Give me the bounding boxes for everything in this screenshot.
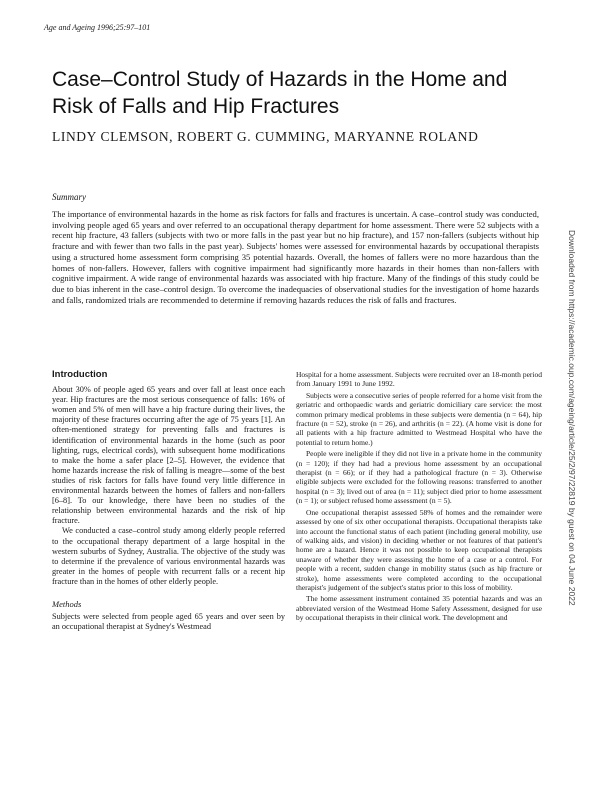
introduction-heading: Introduction <box>52 369 108 380</box>
methods-paragraph-2: Hospital for a home assessment. Subjects were recruited over an 18-month period from January 1991 to June 1992. <box>296 370 542 389</box>
methods-paragraph-3: Subjects were a consecutive series of people referred for a home visit from the geriatric and orthopaedic wards and geriatric domiciliary care service: the most common primary medical problems in these subjects were dementia (n = 64), hip fracture (n = 52), stroke (n = 26), and arthritis (n = 22). (A home visit is done for all patients with a hip fracture admitted to Westmead Hospital who have the potential to return home.) <box>296 390 542 447</box>
download-watermark-text: Downloaded from https://academic.oup.com/ageing/article/25/2/97/22819 by guest on 04 June 2022 <box>567 230 577 606</box>
intro-paragraph-1: About 30% of people aged 65 years and over fall at least once each year. Hip fractures are the most serious consequence of falls: 16% of women and 5% of men will have a hip fracture during their lives, the majority of these fractures occurring after the age of 75 years [1]. An often-mentioned strategy for preventing falls and fractures is identification of environmental hazards in the home (such as poor lighting, rugs, electrical cords), with subsequent home modifications to make the home a safer place [2–5]. However, the evidence that home hazards increase the risk of falling is meagre—some of the best studies of risk factors for falls have found very little difference in environmental hazards between the homes of fallers and non-fallers [6–8]. To our knowledge, there have been no studies of the relationship between environmental hazards and the risk of hip fracture. <box>52 385 285 526</box>
left-column <box>52 370 285 632</box>
methods-paragraph-1: Subjects were selected from people aged 65 years and over seen by an occupational therapist at Sydney's Westmead <box>52 612 285 632</box>
download-watermark <box>563 230 577 606</box>
journal-reference: Age and Ageing 1996;25:97–101 <box>44 23 151 32</box>
right-column <box>296 370 542 623</box>
author-list: LINDY CLEMSON, ROBERT G. CUMMING, MARYANNE ROLAND <box>52 129 479 144</box>
article-title: Case–Control Study of Hazards in the Home and Risk of Falls and Hip Fractures <box>52 68 508 118</box>
summary-heading: Summary <box>52 192 86 202</box>
intro-paragraph-2: We conducted a case–control study among elderly people referred to the occupational therapy department of a large hospital in the western suburbs of Sydney, Australia. The objective of the study was to determine if the prevalence of various environmental hazards was greater in the homes of people with recurrent falls or a recent hip fracture than in the homes of other elderly people. <box>52 526 285 586</box>
methods-paragraph-6: The home assessment instrument contained 35 potential hazards and was an abbreviated version of the Westmead Home Safety Assessment, designed for use by occupational therapists in their clinical work. The development and <box>296 594 542 623</box>
abstract-text: The importance of environmental hazards in the home as risk factors for falls and fractures is uncertain. A case–control study was conducted, involving people aged 65 years and over referred to an occupational therapy department for home assessment. There were 52 subjects with a recent hip fracture, 43 fallers (subjects with two or more falls in the past year but no hip fracture), and 157 non-fallers (subjects without hip fracture and with fewer than two falls in the past year). Subjects' homes were assessed for environmental hazards by occupational therapists using a structured home assessment form comprising 35 potential hazards. Overall, the homes of fallers were no more hazardous than the homes of non-fallers. However, fallers with cognitive impairment had significantly more hazards in their homes than non-fallers with cognitive impairment. A wide range of environmental hazards was associated with hip fracture. Many of the findings of this study could be due to bias inherent in the case–control design. To overcome the inadequacies of observational studies for the investigation of home hazards and falls, randomized trials are recommended to determine if removing hazards reduces the risk of falls and fractures. <box>52 209 539 305</box>
methods-paragraph-5: One occupational therapist assessed 58% of homes and the remainder were assessed by one of six other occupational therapists. Occupational therapists take into account the functional status of each patient (including general mobility, use of walking aids, and vision) in deciding whether or not features of that patient's home are a hazard. Hence it was not possible to keep occupational therapists unaware of whether they were assessing the home of a case or a control. For people with a recent, sudden change in mobility status (such as hip fracture or stroke), home assessments were completed according to the occupational therapist's judgement of the subject's status prior to this loss of mobility. <box>296 507 542 592</box>
methods-paragraph-4: People were ineligible if they did not live in a private home in the community (n = 120); if they had had a previous home assessment by an occupational therapist (n = 66); or if they had a pathological fracture (n = 3). Otherwise eligible subjects were excluded for the following reasons: transferred to another hospital (n = 3); lived out of area (n = 11); subject died prior to home assessment (n = 1); or subject refused home assessment (n = 5). <box>296 449 542 506</box>
methods-heading: Methods <box>52 598 82 609</box>
